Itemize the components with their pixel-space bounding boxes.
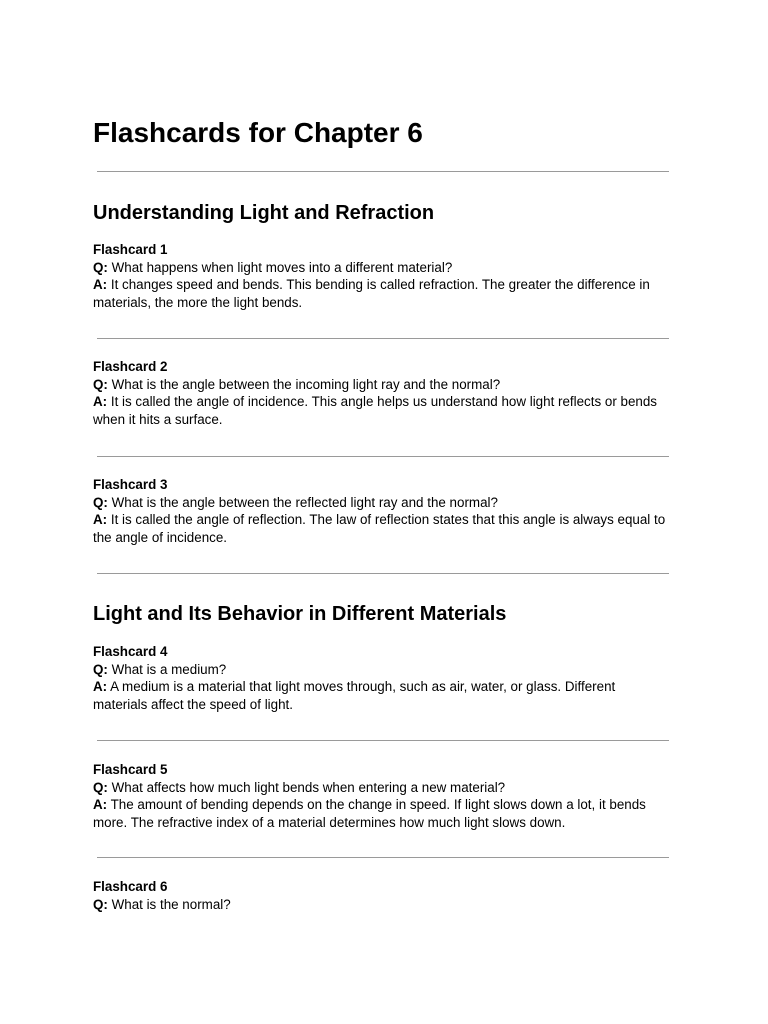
answer-label: A: (93, 512, 108, 528)
answer-label: A: (93, 394, 108, 410)
flashcard-5 (93, 761, 671, 831)
page-title: Flashcards for Chapter 6 (93, 117, 423, 148)
flashcard-2 (93, 358, 671, 428)
flashcard-answer (93, 511, 671, 546)
flashcard-answer (93, 678, 671, 713)
flashcard-3 (93, 476, 671, 546)
flashcard-question (93, 896, 671, 914)
question-text: What is the angle between the reflected light ray and the normal? (111, 494, 498, 510)
answer-text: It changes speed and bends. This bending is called refraction. The greater the difference in materials, the more the light bends. (93, 277, 650, 310)
flashcard-title: Flashcard 2 (93, 359, 168, 374)
flashcard-question (93, 661, 671, 679)
divider (97, 456, 669, 457)
answer-text: It is called the angle of reflection. The law of reflection states that this angle is always equal to the angle of incidence. (93, 512, 666, 545)
question-label: Q: (93, 376, 108, 392)
question-label: Q: (93, 896, 108, 912)
section-heading-refraction: Understanding Light and Refraction (93, 202, 435, 224)
flashcard-title: Flashcard 6 (93, 879, 168, 894)
answer-label: A: (93, 277, 108, 293)
flashcard-question (93, 779, 671, 797)
divider (97, 857, 669, 858)
question-text: What happens when light moves into a different material? (111, 259, 453, 275)
question-label: Q: (93, 259, 108, 275)
flashcard-answer (93, 796, 671, 831)
divider (97, 171, 669, 172)
flashcard-answer (93, 276, 671, 311)
answer-label: A: (93, 679, 108, 695)
flashcard-1 (93, 241, 671, 311)
flashcard-question (93, 376, 671, 394)
answer-text: A medium is a material that light moves through, such as air, water, or glass. Different materials affect the speed of light. (93, 679, 616, 712)
flashcard-6 (93, 878, 671, 913)
flashcard-title: Flashcard 4 (93, 644, 168, 659)
answer-label: A: (93, 797, 108, 813)
question-text: What affects how much light bends when entering a new material? (111, 779, 506, 795)
question-label: Q: (93, 494, 108, 510)
divider (97, 573, 669, 574)
answer-text: The amount of bending depends on the change in speed. If light slows down a lot, it bends more. The refractive index of a material determines how much light slows down. (93, 797, 646, 830)
flashcard-title: Flashcard 1 (93, 242, 168, 257)
flashcard-4 (93, 643, 671, 713)
divider (97, 740, 669, 741)
flashcard-question (93, 494, 671, 512)
flashcard-title: Flashcard 3 (93, 477, 168, 492)
question-label: Q: (93, 661, 108, 677)
answer-text: It is called the angle of incidence. This angle helps us understand how light reflects or bends when it hits a surface. (93, 394, 658, 427)
flashcard-answer (93, 393, 671, 428)
flashcard-question (93, 259, 671, 277)
flashcard-title: Flashcard 5 (93, 762, 168, 777)
question-text: What is the normal? (111, 896, 231, 912)
divider (97, 338, 669, 339)
section-heading-materials: Light and Its Behavior in Different Materials (93, 603, 507, 625)
question-label: Q: (93, 779, 108, 795)
question-text: What is the angle between the incoming light ray and the normal? (111, 376, 501, 392)
question-text: What is a medium? (111, 661, 227, 677)
